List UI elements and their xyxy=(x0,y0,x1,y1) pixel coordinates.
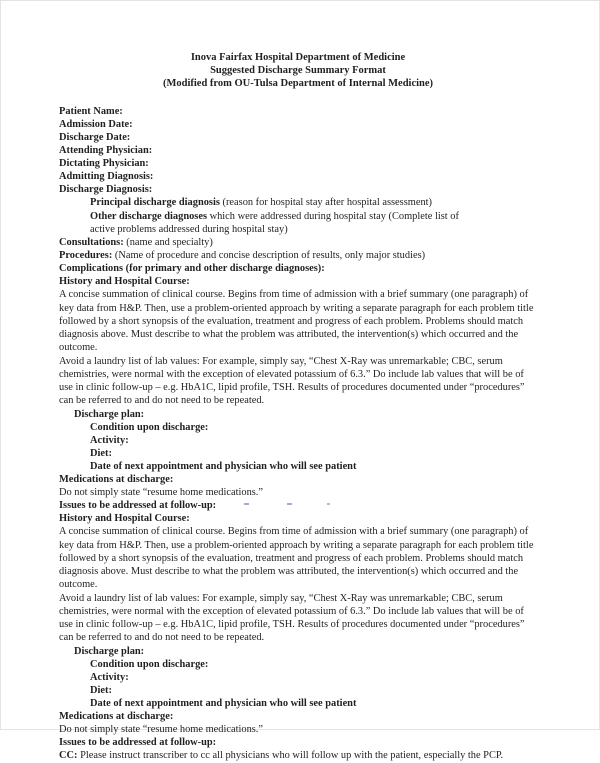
field-discharge-diagnosis: Discharge Diagnosis: xyxy=(59,184,153,196)
cc-line xyxy=(59,749,537,762)
discharge-diagnosis-details xyxy=(59,196,537,236)
cc-text: Please instruct transcriber to cc all physicians who will follow up with the patient, especially the PCP. xyxy=(77,750,504,762)
field-discharge-date: Discharge Date: xyxy=(59,131,131,143)
discharge-plan-items-2 xyxy=(59,658,537,710)
procedures-text: (Name of procedure and concise description of results, only major studies) xyxy=(112,250,426,262)
header-line-1: Inova Fairfax Hospital Department of Medicine xyxy=(190,52,406,63)
other-diagnoses-continuation: active problems addressed during hospital stay) xyxy=(90,223,288,235)
issues-label-2: Issues to be addressed at follow-up: xyxy=(59,737,217,749)
cc-label: CC: xyxy=(59,750,78,762)
other-diagnoses-text: which were addressed during hospital stay (Complete list of xyxy=(207,210,459,222)
header-line-2: Suggested Discharge Summary Format xyxy=(210,65,386,77)
plan-item-next-appointment-2: Date of next appointment and physician who will see patient xyxy=(90,698,357,710)
plan-item-condition-2: Condition upon discharge: xyxy=(90,658,209,670)
procedures-label: Procedures: xyxy=(59,250,113,262)
patient-fields xyxy=(59,105,537,197)
consultations-label: Consultations: xyxy=(59,237,124,249)
lab-values-paragraph-1: Avoid a laundry list of lab values: For example, simply say, “Chest X-Ray was unremarkable; CBC, serum chemistries, were normal with the exception of elevated potassium of 6.3.” Do include lab values that will be of use in clinic follow-up – e.g. HbA1C, lipid profile, TSH. Results of procedures documented under “procedures” can be referred to and do not need to be repeated. xyxy=(59,355,525,407)
complications-label: Complications (for primary and other discharge diagnoses): xyxy=(59,263,325,275)
field-attending-physician: Attending Physician: xyxy=(59,144,153,156)
issues-label-1: Issues to be addressed at follow-up: xyxy=(59,500,217,512)
procedures-line xyxy=(59,249,537,262)
principal-diagnosis-label: Principal discharge diagnosis xyxy=(90,197,220,209)
consultations-text: (name and specialty) xyxy=(123,237,213,249)
other-diagnoses-line xyxy=(90,210,537,223)
plan-item-activity-1: Activity: xyxy=(90,434,129,446)
plan-item-condition-1: Condition upon discharge: xyxy=(90,421,209,433)
plan-item-next-appointment-1: Date of next appointment and physician who will see patient xyxy=(90,461,357,473)
field-dictating-physician: Dictating Physician: xyxy=(59,157,149,169)
plan-item-diet-2: Diet: xyxy=(90,685,112,697)
discharge-plan-label-2: Discharge plan: xyxy=(74,645,145,657)
scan-speck-3 xyxy=(327,503,330,505)
plan-item-diet-1: Diet: xyxy=(90,447,112,459)
scan-speck-1 xyxy=(244,503,249,505)
history-paragraph-1: A concise summation of clinical course. Begins from time of admission with a brief summary (one paragraph) of key data from H&P. Then, use a problem-oriented approach by writing a separate paragraph for each problem title followed by a short synopsis of the evaluation, treatment and progress of each problem. Problems should match diagnosis above. Must describe to what the problem was attributed, the intervention(s) which occurred and the outcome. xyxy=(59,289,534,354)
document-header xyxy=(59,51,537,91)
medications-text-1: Do not simply state “resume home medications.” xyxy=(59,487,264,499)
history-label-2: History and Hospital Course: xyxy=(59,513,190,525)
field-admission-date: Admission Date: xyxy=(59,118,133,130)
medications-text-2: Do not simply state “resume home medications.” xyxy=(59,724,264,736)
principal-diagnosis-line xyxy=(90,196,537,209)
scan-speck-2 xyxy=(287,503,292,505)
plan-item-activity-2: Activity: xyxy=(90,671,129,683)
field-patient-name: Patient Name: xyxy=(59,105,123,117)
document-body xyxy=(59,51,537,763)
history-paragraph-2: A concise summation of clinical course. Begins from time of admission with a brief summary (one paragraph) of key data from H&P. Then, use a problem-oriented approach by writing a separate paragraph for each problem title followed by a short synopsis of the evaluation, treatment and progress of each problem. Problems should match diagnosis above. Must describe to what the problem was attributed, the intervention(s) which occurred and the outcome. xyxy=(59,526,534,591)
discharge-plan-items-1 xyxy=(59,421,537,473)
discharge-plan-label-1: Discharge plan: xyxy=(74,408,145,420)
header-line-3: (Modified from OU-Tulsa Department of Internal Medicine) xyxy=(162,78,434,90)
history-label-1: History and Hospital Course: xyxy=(59,276,190,288)
medications-label-2: Medications at discharge: xyxy=(59,711,174,723)
lab-values-paragraph-2: Avoid a laundry list of lab values: For example, simply say, “Chest X-Ray was unremarkable; CBC, serum chemistries, were normal with the exception of elevated potassium of 6.3.” Do include lab values that will be of use in clinic follow-up – e.g. HbA1C, lipid profile, TSH. Results of procedures documented under “procedures” can be referred to and do not need to be repeated. xyxy=(59,592,525,644)
principal-diagnosis-text: (reason for hospital stay after hospital assessment) xyxy=(219,197,432,209)
consultations-line xyxy=(59,236,537,249)
other-diagnoses-label: Other discharge diagnoses xyxy=(90,210,207,222)
medications-label-1: Medications at discharge: xyxy=(59,474,174,486)
field-admitting-diagnosis: Admitting Diagnosis: xyxy=(59,171,154,183)
